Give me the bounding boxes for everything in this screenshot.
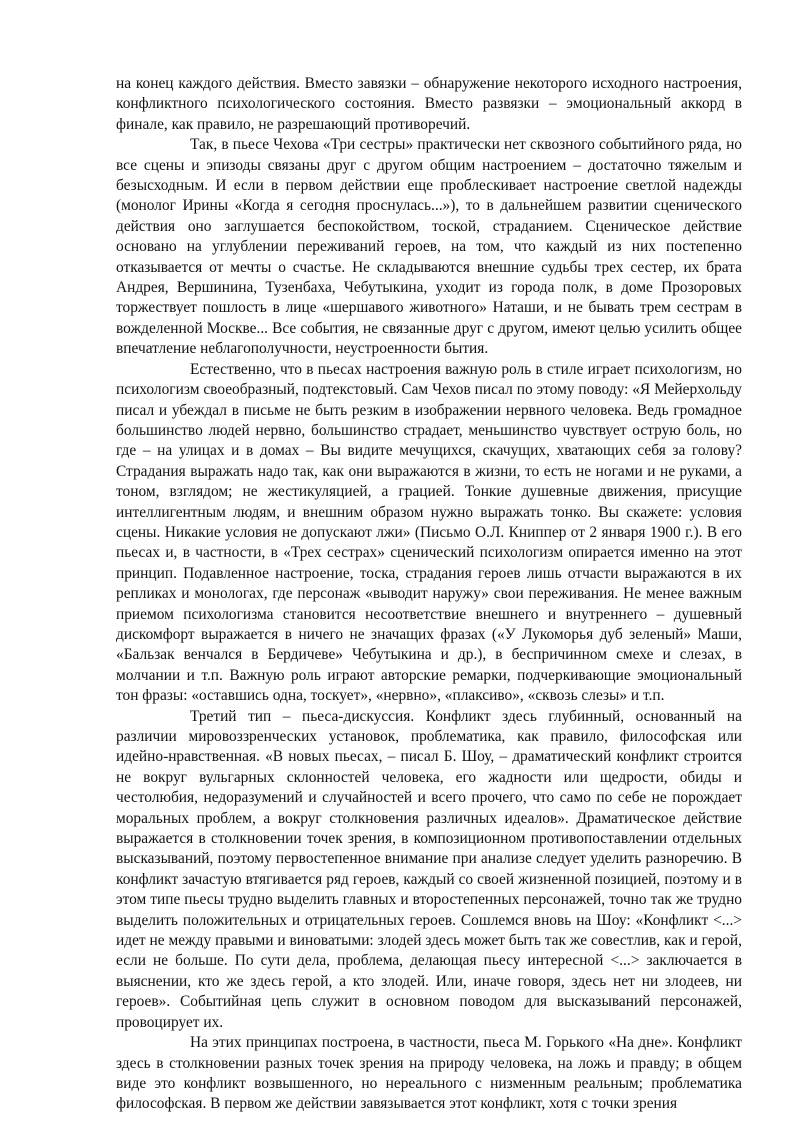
paragraph-discussion-play: Третий тип – пьеса-дискуссия. Конфликт здесь глубинный, основанный на различии мировоззренческих установок, проблематика, как правило, философская или идейно-нравственная. «В новых пьесах, – писал Б. Шоу, – драматический конфликт строится не вокруг вульгарных склонностей человека, его жадности или щедрости, обиды и честолюбия, недоразумений и случайностей и всего прочего, что само по себе не порождает моральных проблем, а вокруг столкновения различных идеалов». Драматическое действие выражается в столкновении точек зрения, в композиционном противопоставлении отдельных высказываний, поэтому первостепенное внимание при анализе следует уделить разноречию. В конфликт зачастую втягивается ряд героев, каждый со своей жизненной позицией, поэтому и в этом типе пьесы трудно выделить главных и второстепенных персонажей, точно так же трудно выделить положительных и отрицательных героев. Сошлемся вновь на Шоу: «Конфликт <...> идет не между правыми и виноватыми: злодей здесь может быть так же совестлив, как и герой, если не больше. По сути дела, проблема, делающая пьесу интересной <...> заключается в выяснении, кто же здесь герой, а кто злодей. Или, иначе говоря, здесь нет ни злодеев, ни героев». Событийная цепь служит в основном поводом для высказываний персонажей, провоцирует их. — [116, 707, 742, 1031]
paragraph-continuation: на конец каждого действия. Вместо завязки – обнаружение некоторого исходного настроения, конфликтного психологического состояния. Вместо развязки – эмоциональный аккорд в финале, как правило, не разрешающий противоречий. — [116, 75, 742, 133]
paragraph-psychologism: Естественно, что в пьесах настроения важную роль в стиле играет психологизм, но психологизм своеобразный, подтекстовый. Сам Чехов писал по этому поводу: «Я Мейерхольду писал и убеждал в письме не быть резким в изображении нервного человека. Ведь громадное большинство людей нервно, большинство страдает, меньшинство чувствует острую боль, но где – на улицах и в домах – Вы видите мечущихся, скачущих, хватающих себя за голову? Страдания выражать надо так, как они выражаются в жизни, то есть не ногами и не руками, а тоном, взглядом; не жестикуляцией, а грацией. Тонкие душевные движения, присущие интеллигентным людям, и внешним образом нужно выражать тонко. Вы скажете: условия сцены. Никакие условия не допускают лжи» (Письмо О.Л. Книппер от 2 января 1900 г.). В его пьесах и, в частности, в «Трех сестрах» сценический психологизм опирается именно на этот принцип. Подавленное настроение, тоска, страдания героев лишь отчасти выражаются в их репликах и монологах, где персонаж «выводит наружу» свои переживания. Не менее важным приемом психологизма становится несоответствие внешнего и внутреннего – душевный дискомфорт выражается в ничего не значащих фразах («У Лукоморья дуб зеленый» Маши, «Бальзак венчался в Бердичеве» Чебутыкина и др.), в беспричинном смехе и слезах, в молчании и т.п. Важную роль играют авторские ремарки, подчеркивающие эмоциональный тон фразы: «оставшись одна, тоскует», «нервно», «плаксиво», «сквозь слезы» и т.п. — [116, 360, 742, 705]
paragraph-lower-depths: На этих принципах построена, в частности, пьеса М. Горького «На дне». Конфликт здесь в столкновении разных точек зрения на природу человека, на ложь и правду; в общем виде это конфликт возвышенного, но нереального с низменным реальным; проблематика философская. В первом же действии завязывается этот конфликт, хотя с точки зрения — [116, 1034, 742, 1113]
document-page — [116, 74, 742, 1115]
paragraph-three-sisters: Так, в пьесе Чехова «Три сестры» практически нет сквозного событийного ряда, но все сцены и эпизоды связаны друг с другом общим настроением – достаточно тяжелым и безысходным. И если в первом действии еще проблескивает настроение светлой надежды (монолог Ирины «Когда я сегодня проснулась...»), то в дальнейшем развитии сценического действия оно заглушается беспокойством, тоской, страданием. Сценическое действие основано на углублении переживаний героев, на том, что каждый из них постепенно отказывается от мечты о счастье. Не складываются внешние судьбы трех сестер, их брата Андрея, Вершинина, Тузенбаха, Чебутыкина, уходит из города полк, в доме Прозоровых торжествует пошлость в лице «шершавого животного» Наташи, и не бывать трем сестрам в вожделенной Москве... Все события, не связанные друг с другом, имеют целью усилить общее впечатление неблагополучности, неустроенности бытия. — [116, 136, 742, 358]
